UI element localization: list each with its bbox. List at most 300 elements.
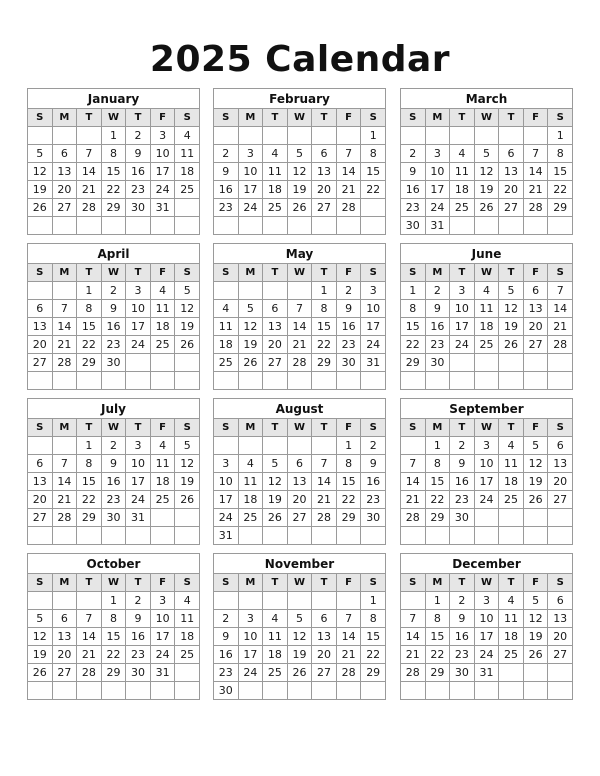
day-cell: 19 <box>499 318 524 336</box>
weekday-header: T <box>126 419 151 437</box>
day-cell: 17 <box>474 473 499 491</box>
day-cell <box>548 682 573 700</box>
weekday-header: T <box>263 109 288 127</box>
day-cell <box>312 127 337 145</box>
day-cell: 17 <box>474 628 499 646</box>
day-cell: 19 <box>175 473 200 491</box>
day-cell: 31 <box>474 664 499 682</box>
day-cell: 1 <box>361 127 386 145</box>
day-cell: 14 <box>312 473 337 491</box>
day-cell: 14 <box>548 300 573 318</box>
day-cell: 11 <box>214 318 239 336</box>
day-cell <box>150 372 175 390</box>
day-cell: 8 <box>425 455 450 473</box>
day-cell: 18 <box>450 181 475 199</box>
day-cell: 4 <box>263 145 288 163</box>
day-cell: 6 <box>312 610 337 628</box>
day-cell: 20 <box>523 318 548 336</box>
day-cell: 6 <box>263 300 288 318</box>
day-cell: 14 <box>401 473 426 491</box>
day-cell: 2 <box>214 145 239 163</box>
day-cell: 19 <box>474 181 499 199</box>
day-cell: 7 <box>52 300 77 318</box>
day-cell: 17 <box>450 318 475 336</box>
day-cell: 24 <box>238 664 263 682</box>
day-cell <box>474 527 499 545</box>
day-cell: 8 <box>425 610 450 628</box>
day-cell: 10 <box>361 300 386 318</box>
day-cell <box>126 682 151 700</box>
weekday-header: M <box>52 264 77 282</box>
day-cell: 24 <box>425 199 450 217</box>
day-cell: 13 <box>499 163 524 181</box>
day-cell: 2 <box>101 282 126 300</box>
weekday-header: S <box>28 264 53 282</box>
day-cell: 7 <box>336 145 361 163</box>
day-cell: 9 <box>214 163 239 181</box>
week-row <box>401 592 573 610</box>
week-row <box>401 181 573 199</box>
day-cell <box>474 509 499 527</box>
week-row <box>28 473 200 491</box>
day-cell <box>499 372 524 390</box>
day-cell: 25 <box>263 199 288 217</box>
day-cell: 4 <box>214 300 239 318</box>
weekday-header: W <box>287 574 312 592</box>
day-cell: 22 <box>548 181 573 199</box>
day-cell: 11 <box>175 610 200 628</box>
day-cell: 7 <box>77 145 102 163</box>
day-cell: 9 <box>101 455 126 473</box>
day-cell <box>401 592 426 610</box>
day-cell: 20 <box>548 473 573 491</box>
day-cell <box>263 282 288 300</box>
day-cell <box>263 592 288 610</box>
day-cell: 7 <box>312 455 337 473</box>
day-cell: 15 <box>77 473 102 491</box>
weekday-header: T <box>126 109 151 127</box>
day-cell: 18 <box>263 181 288 199</box>
day-cell <box>28 372 53 390</box>
day-cell <box>361 682 386 700</box>
day-cell: 28 <box>287 354 312 372</box>
weekday-header: M <box>425 264 450 282</box>
day-cell <box>523 509 548 527</box>
day-cell: 23 <box>336 336 361 354</box>
day-cell <box>523 527 548 545</box>
day-cell: 16 <box>126 628 151 646</box>
month-name: August <box>214 399 386 419</box>
day-cell <box>287 682 312 700</box>
month-calendar-may <box>213 243 386 390</box>
day-cell <box>52 437 77 455</box>
day-cell: 22 <box>101 181 126 199</box>
day-cell: 30 <box>361 509 386 527</box>
day-cell: 24 <box>126 336 151 354</box>
day-cell <box>361 372 386 390</box>
day-cell: 16 <box>336 318 361 336</box>
day-cell <box>238 682 263 700</box>
day-cell: 2 <box>336 282 361 300</box>
month-name: January <box>28 89 200 109</box>
day-cell: 19 <box>28 181 53 199</box>
day-cell: 30 <box>101 354 126 372</box>
day-cell: 6 <box>548 592 573 610</box>
week-row <box>28 646 200 664</box>
day-cell <box>425 372 450 390</box>
day-cell: 12 <box>474 163 499 181</box>
day-cell <box>548 372 573 390</box>
week-row <box>28 145 200 163</box>
week-row <box>401 127 573 145</box>
day-cell: 19 <box>28 646 53 664</box>
day-cell: 18 <box>150 473 175 491</box>
day-cell <box>548 509 573 527</box>
week-row <box>214 682 386 700</box>
weekday-header: F <box>523 419 548 437</box>
day-cell: 25 <box>150 491 175 509</box>
day-cell: 21 <box>523 181 548 199</box>
day-cell: 6 <box>548 437 573 455</box>
day-cell <box>175 682 200 700</box>
day-cell: 27 <box>548 646 573 664</box>
weekday-header: W <box>474 109 499 127</box>
day-cell: 14 <box>401 628 426 646</box>
month-calendar-february <box>213 88 386 235</box>
weekday-header: W <box>287 419 312 437</box>
day-cell: 21 <box>312 491 337 509</box>
week-row <box>214 163 386 181</box>
day-cell <box>499 664 524 682</box>
day-cell: 2 <box>126 592 151 610</box>
day-cell: 12 <box>523 455 548 473</box>
month-table <box>213 398 386 545</box>
week-row <box>401 145 573 163</box>
day-cell <box>150 682 175 700</box>
day-cell <box>450 682 475 700</box>
weekday-header: T <box>312 574 337 592</box>
day-cell <box>214 282 239 300</box>
day-cell: 29 <box>548 199 573 217</box>
day-cell: 19 <box>523 628 548 646</box>
week-row <box>214 437 386 455</box>
day-cell: 17 <box>238 181 263 199</box>
day-cell <box>474 354 499 372</box>
day-cell <box>336 372 361 390</box>
week-row <box>401 163 573 181</box>
day-cell: 8 <box>101 145 126 163</box>
day-cell: 7 <box>401 455 426 473</box>
day-cell: 21 <box>52 336 77 354</box>
day-cell: 24 <box>238 199 263 217</box>
day-cell <box>450 372 475 390</box>
day-cell: 27 <box>312 199 337 217</box>
day-cell <box>238 282 263 300</box>
day-cell <box>312 372 337 390</box>
day-cell: 29 <box>401 354 426 372</box>
weekday-header: F <box>523 264 548 282</box>
day-cell: 21 <box>52 491 77 509</box>
weekday-header: T <box>450 109 475 127</box>
day-cell: 20 <box>52 646 77 664</box>
day-cell: 10 <box>425 163 450 181</box>
day-cell: 18 <box>238 491 263 509</box>
day-cell: 12 <box>287 163 312 181</box>
day-cell <box>175 664 200 682</box>
weekday-header: M <box>52 574 77 592</box>
week-row <box>401 282 573 300</box>
day-cell <box>499 354 524 372</box>
day-cell: 28 <box>548 336 573 354</box>
day-cell: 5 <box>287 610 312 628</box>
day-cell <box>336 217 361 235</box>
day-cell: 16 <box>450 473 475 491</box>
day-cell: 17 <box>361 318 386 336</box>
day-cell: 15 <box>361 163 386 181</box>
weekday-header: T <box>499 264 524 282</box>
day-cell: 25 <box>238 509 263 527</box>
day-cell: 21 <box>401 491 426 509</box>
day-cell: 4 <box>175 592 200 610</box>
day-cell <box>238 592 263 610</box>
day-cell: 7 <box>523 145 548 163</box>
day-cell <box>52 127 77 145</box>
week-row <box>28 437 200 455</box>
day-cell: 22 <box>77 491 102 509</box>
day-cell: 3 <box>150 127 175 145</box>
day-cell: 10 <box>474 455 499 473</box>
weekday-header: S <box>175 574 200 592</box>
weekday-header: S <box>175 109 200 127</box>
day-cell: 2 <box>126 127 151 145</box>
day-cell: 14 <box>336 163 361 181</box>
week-row <box>214 199 386 217</box>
day-cell: 15 <box>336 473 361 491</box>
day-cell <box>214 127 239 145</box>
day-cell: 5 <box>238 300 263 318</box>
day-cell <box>175 199 200 217</box>
weekday-header: S <box>175 264 200 282</box>
weekday-header: F <box>336 109 361 127</box>
day-cell: 18 <box>474 318 499 336</box>
day-cell: 23 <box>214 199 239 217</box>
day-cell: 5 <box>263 455 288 473</box>
day-cell: 13 <box>28 473 53 491</box>
week-row <box>28 127 200 145</box>
week-row <box>401 527 573 545</box>
day-cell <box>548 354 573 372</box>
day-cell: 25 <box>263 664 288 682</box>
week-row <box>401 300 573 318</box>
page-title: 2025 Calendar <box>149 39 451 80</box>
weekday-header: T <box>450 574 475 592</box>
day-cell: 5 <box>28 145 53 163</box>
weekday-header: S <box>361 109 386 127</box>
day-cell: 22 <box>361 646 386 664</box>
day-cell <box>312 437 337 455</box>
weekday-header: T <box>499 574 524 592</box>
day-cell: 10 <box>150 610 175 628</box>
day-cell: 19 <box>263 491 288 509</box>
weekday-header: W <box>101 574 126 592</box>
month-table <box>27 553 200 700</box>
day-cell: 8 <box>401 300 426 318</box>
day-cell: 8 <box>101 610 126 628</box>
day-cell <box>238 217 263 235</box>
day-cell: 24 <box>214 509 239 527</box>
month-calendar-july <box>27 398 200 545</box>
day-cell: 19 <box>238 336 263 354</box>
day-cell: 14 <box>77 163 102 181</box>
day-cell: 26 <box>28 199 53 217</box>
day-cell <box>401 682 426 700</box>
month-table <box>213 243 386 390</box>
day-cell <box>101 372 126 390</box>
day-cell: 3 <box>474 592 499 610</box>
day-cell: 17 <box>126 318 151 336</box>
day-cell: 24 <box>126 491 151 509</box>
day-cell: 19 <box>287 646 312 664</box>
day-cell: 31 <box>425 217 450 235</box>
week-row <box>28 372 200 390</box>
day-cell: 25 <box>175 181 200 199</box>
week-row <box>28 527 200 545</box>
day-cell: 15 <box>548 163 573 181</box>
week-row <box>401 354 573 372</box>
day-cell: 13 <box>263 318 288 336</box>
day-cell: 30 <box>126 199 151 217</box>
weekday-header: W <box>287 264 312 282</box>
day-cell: 9 <box>401 163 426 181</box>
weekday-header: S <box>401 419 426 437</box>
week-row <box>401 491 573 509</box>
day-cell <box>401 127 426 145</box>
day-cell: 27 <box>52 199 77 217</box>
month-name: September <box>401 399 573 419</box>
day-cell: 8 <box>77 455 102 473</box>
day-cell: 9 <box>425 300 450 318</box>
day-cell: 10 <box>126 455 151 473</box>
week-row <box>401 455 573 473</box>
day-cell: 23 <box>101 491 126 509</box>
weekday-header: T <box>499 109 524 127</box>
day-cell <box>101 682 126 700</box>
day-cell <box>175 372 200 390</box>
day-cell: 8 <box>548 145 573 163</box>
week-row <box>214 300 386 318</box>
weekday-header: F <box>150 264 175 282</box>
day-cell: 13 <box>548 610 573 628</box>
day-cell: 6 <box>287 455 312 473</box>
weekday-header: T <box>312 419 337 437</box>
day-cell <box>150 527 175 545</box>
week-row <box>214 473 386 491</box>
weekday-header: S <box>401 109 426 127</box>
week-row <box>214 217 386 235</box>
month-calendar-january <box>27 88 200 235</box>
day-cell: 3 <box>238 145 263 163</box>
day-cell: 4 <box>499 592 524 610</box>
week-row <box>214 354 386 372</box>
day-cell: 10 <box>238 163 263 181</box>
weekday-header: S <box>401 264 426 282</box>
day-cell: 16 <box>450 628 475 646</box>
day-cell: 11 <box>150 300 175 318</box>
day-cell <box>425 682 450 700</box>
day-cell: 14 <box>523 163 548 181</box>
day-cell: 11 <box>499 610 524 628</box>
day-cell <box>238 437 263 455</box>
day-cell: 14 <box>77 628 102 646</box>
day-cell: 26 <box>474 199 499 217</box>
day-cell: 18 <box>175 628 200 646</box>
day-cell: 30 <box>214 682 239 700</box>
week-row <box>214 127 386 145</box>
day-cell: 11 <box>175 145 200 163</box>
day-cell <box>77 372 102 390</box>
day-cell: 3 <box>474 437 499 455</box>
day-cell <box>312 592 337 610</box>
weekday-header: S <box>548 574 573 592</box>
day-cell: 15 <box>401 318 426 336</box>
day-cell: 2 <box>361 437 386 455</box>
day-cell: 12 <box>28 628 53 646</box>
day-cell: 26 <box>499 336 524 354</box>
weekday-header: M <box>425 109 450 127</box>
week-row <box>401 217 573 235</box>
week-row <box>214 181 386 199</box>
week-row <box>28 509 200 527</box>
week-row <box>214 646 386 664</box>
day-cell: 25 <box>474 336 499 354</box>
day-cell <box>336 527 361 545</box>
day-cell: 7 <box>287 300 312 318</box>
weekday-header: S <box>548 419 573 437</box>
day-cell: 11 <box>499 455 524 473</box>
weekday-header: T <box>126 574 151 592</box>
day-cell <box>28 127 53 145</box>
day-cell: 18 <box>214 336 239 354</box>
day-cell: 5 <box>28 610 53 628</box>
day-cell <box>28 217 53 235</box>
week-row <box>214 145 386 163</box>
week-row <box>401 473 573 491</box>
week-row <box>28 318 200 336</box>
month-table <box>213 88 386 235</box>
day-cell: 27 <box>287 509 312 527</box>
day-cell <box>548 664 573 682</box>
week-row <box>28 610 200 628</box>
weekday-header: S <box>548 109 573 127</box>
day-cell <box>450 217 475 235</box>
weekday-header: W <box>101 419 126 437</box>
day-cell: 15 <box>361 628 386 646</box>
weekday-header: M <box>238 264 263 282</box>
day-cell <box>28 682 53 700</box>
day-cell <box>101 217 126 235</box>
day-cell: 26 <box>287 664 312 682</box>
day-cell <box>499 509 524 527</box>
day-cell: 27 <box>499 199 524 217</box>
day-cell: 22 <box>401 336 426 354</box>
weekday-header: T <box>126 264 151 282</box>
week-row <box>401 199 573 217</box>
month-calendar-november <box>213 553 386 700</box>
day-cell: 25 <box>499 646 524 664</box>
week-row <box>28 300 200 318</box>
day-cell: 2 <box>450 592 475 610</box>
week-row <box>401 682 573 700</box>
